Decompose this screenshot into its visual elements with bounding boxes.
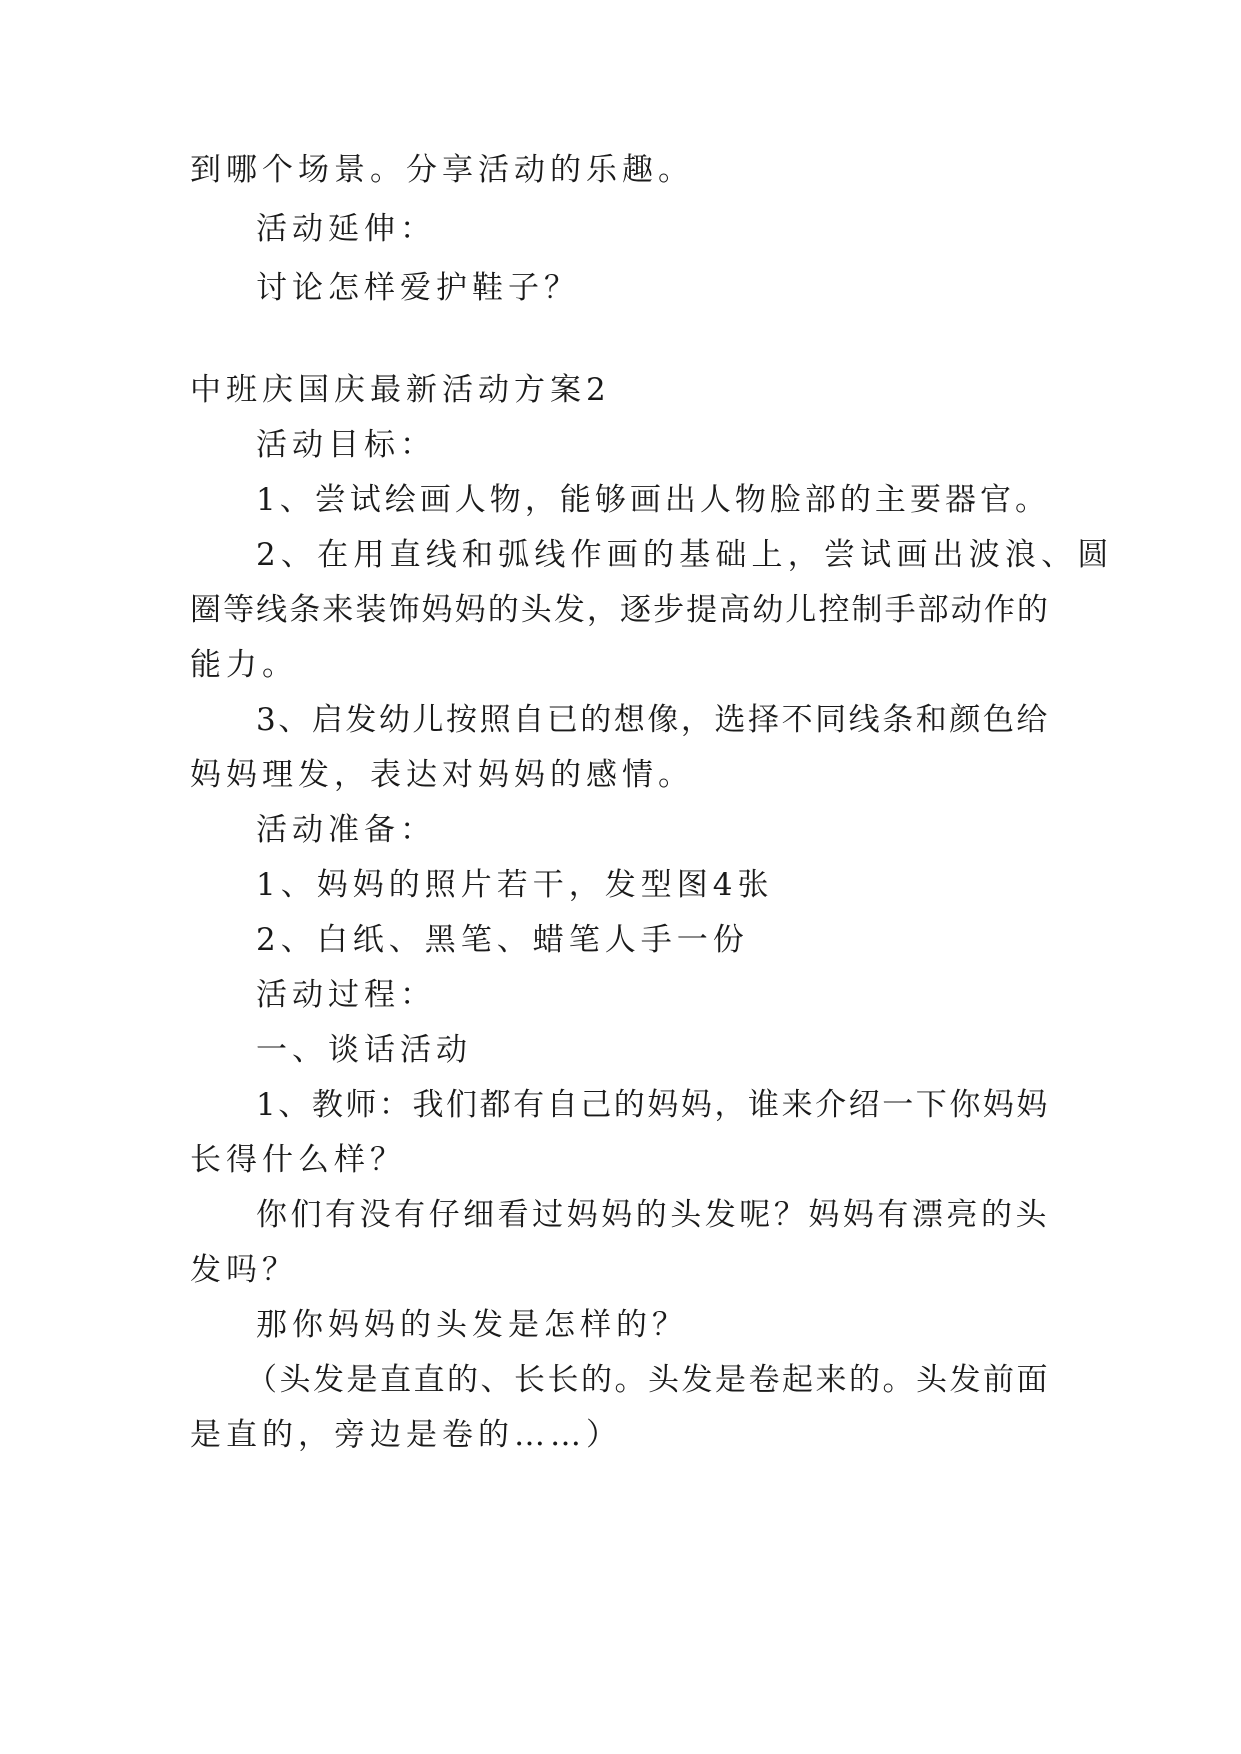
text-line: 到哪个场景。分享活动的乐趣。 <box>190 152 694 188</box>
text-line: 妈妈理发，表达对妈妈的感情。 <box>190 757 694 793</box>
text-line: 1、教师：我们都有自己的妈妈，谁来介绍一下你妈妈 <box>256 1087 1050 1123</box>
text-line: 1、妈妈的照片若干，发型图4张 <box>256 867 774 903</box>
text-line: 1、尝试绘画人物，能够画出人物脸部的主要器官。 <box>256 482 1050 518</box>
text-line: 长得什么样？ <box>190 1142 406 1178</box>
text-line: 那你妈妈的头发是怎样的？ <box>256 1307 688 1343</box>
text-line: 讨论怎样爱护鞋子？ <box>256 270 580 306</box>
text-line: 圈等线条来装饰妈妈的头发，逐步提高幼儿控制手部动作的 <box>190 592 1050 628</box>
text-line: 2、在用直线和弧线作画的基础上，尝试画出波浪、圆 <box>256 537 1114 573</box>
text-line: 一、谈话活动 <box>256 1032 472 1068</box>
text-line: 2、白纸、黑笔、蜡笔人手一份 <box>256 922 749 958</box>
text-line: 你们有没有仔细看过妈妈的头发呢？妈妈有漂亮的头 <box>256 1197 1050 1233</box>
section-heading: 活动延伸： <box>256 211 436 247</box>
text-line: 是直的，旁边是卷的……） <box>190 1417 622 1453</box>
section-heading: 活动准备： <box>256 812 436 848</box>
document-title: 中班庆国庆最新活动方案2 <box>190 372 611 408</box>
section-heading: 活动目标： <box>256 427 436 463</box>
text-line: 3、启发幼儿按照自已的想像，选择不同线条和颜色给 <box>256 702 1050 738</box>
section-heading: 活动过程： <box>256 977 436 1013</box>
text-line: （头发是直直的、长长的。头发是卷起来的。头发前面 <box>246 1362 1050 1398</box>
text-line: 能力。 <box>190 647 298 683</box>
text-line: 发吗？ <box>190 1252 298 1288</box>
